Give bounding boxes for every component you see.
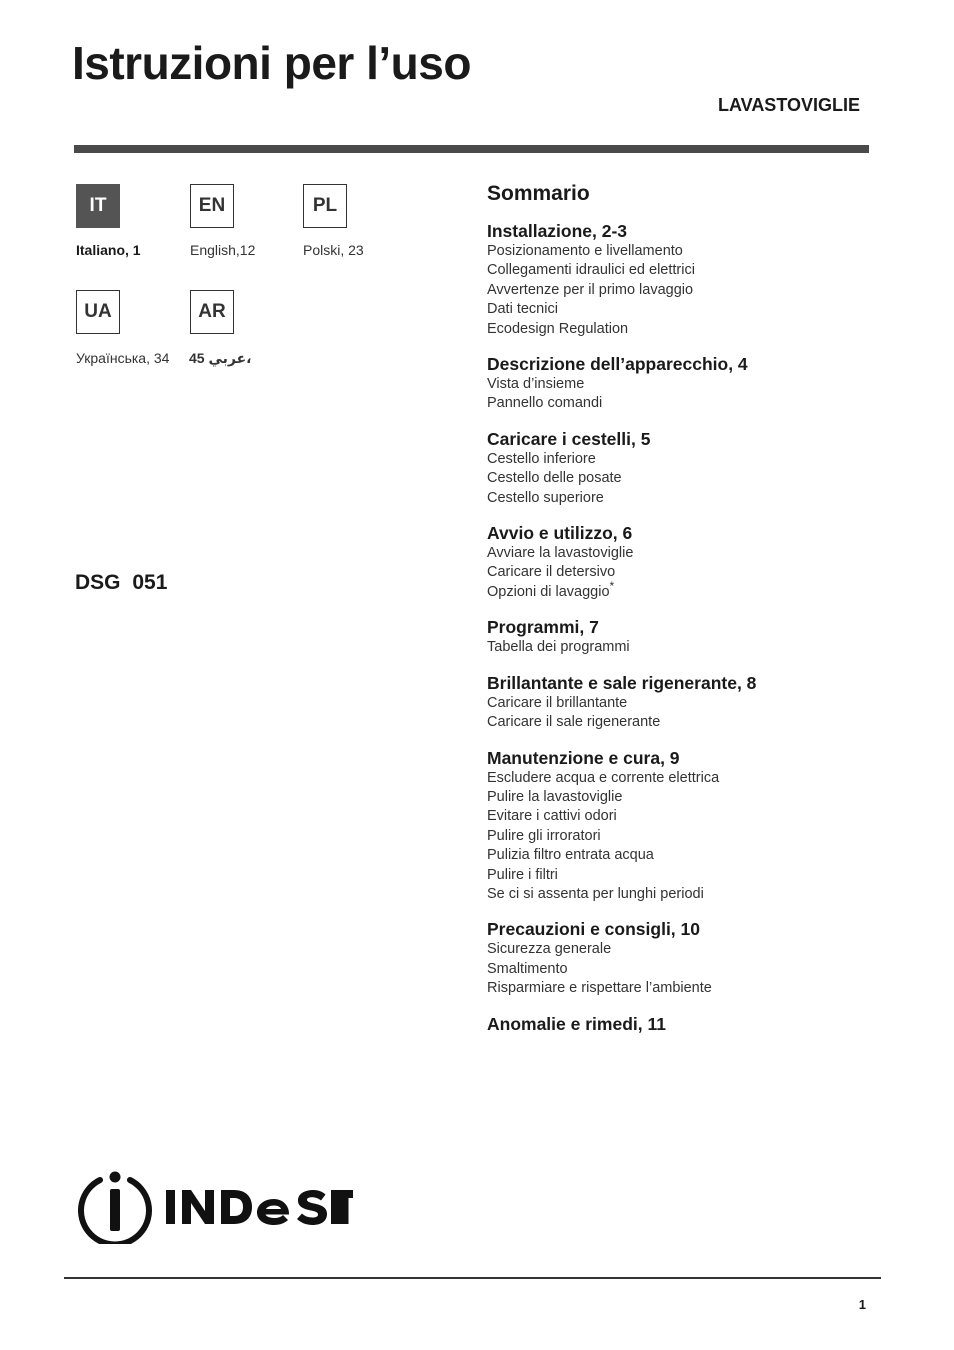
toc-item[interactable]: Vista d’insieme xyxy=(487,376,585,393)
toc-section-title[interactable]: Precauzioni e consigli, 10 xyxy=(487,919,700,940)
toc-section-title[interactable]: Manutenzione e cura, 9 xyxy=(487,747,680,768)
toc-item[interactable]: Pulizia filtro entrata acqua xyxy=(487,847,654,864)
toc-section-title[interactable]: Brillantante e sale rigenerante, 8 xyxy=(487,672,757,693)
toc-item[interactable]: Caricare il brillantante xyxy=(487,694,628,711)
footer-divider xyxy=(64,1277,881,1279)
table-of-contents xyxy=(487,180,887,1049)
toc-item[interactable]: Posizionamento e livellamento xyxy=(487,243,683,259)
toc-section-anomalie xyxy=(487,1013,887,1035)
toc-section-brillantante xyxy=(487,672,887,733)
toc-item[interactable]: Smaltimento xyxy=(487,960,568,977)
toc-section-installazione xyxy=(487,220,887,339)
lang-box-en[interactable]: EN xyxy=(190,184,234,228)
toc-section-title[interactable]: Anomalie e rimedi, 11 xyxy=(487,1013,666,1034)
toc-item[interactable]: Evitare i cattivi odori xyxy=(487,808,617,825)
lang-label-pl[interactable]: Polski, 23 xyxy=(303,242,364,258)
toc-item[interactable]: Opzioni di lavaggio* xyxy=(487,579,615,600)
toc-item[interactable]: Tabella dei programmi xyxy=(487,639,630,656)
toc-item[interactable]: Ecodesign Regulation xyxy=(487,320,629,337)
toc-item[interactable]: Pulire la lavastoviglie xyxy=(487,788,623,805)
model-number: DSG 051 xyxy=(75,571,168,594)
indesit-logo-icon xyxy=(78,1168,353,1244)
toc-item[interactable]: Risparmiare e rispettare l’ambiente xyxy=(487,980,712,997)
toc-section-manutenzione xyxy=(487,747,887,905)
product-type: LAVASTOVIGLIE xyxy=(717,95,860,115)
lang-box-ua[interactable]: UA xyxy=(76,290,120,334)
toc-item[interactable]: Pulire gli irroratori xyxy=(487,827,601,844)
toc-heading: Sommario xyxy=(487,182,590,205)
toc-item[interactable]: Pulire i filtri xyxy=(487,866,558,883)
toc-section-precauzioni xyxy=(487,918,887,998)
toc-item[interactable]: Se ci si assenta per lunghi periodi xyxy=(487,885,704,902)
lang-label-ua[interactable]: Українська, 34 xyxy=(76,350,170,366)
lang-box-it[interactable]: IT xyxy=(76,184,120,228)
toc-section-title[interactable]: Programmi, 7 xyxy=(487,617,599,638)
toc-item[interactable]: Caricare il sale rigenerante xyxy=(487,714,661,731)
toc-section-cestelli xyxy=(487,428,887,508)
toc-item[interactable]: Sicurezza generale xyxy=(487,941,612,958)
toc-section-title[interactable]: Avvio e utilizzo, 6 xyxy=(487,523,633,544)
toc-section-title[interactable]: Installazione, 2-3 xyxy=(487,221,628,241)
toc-item[interactable]: Caricare il detersivo xyxy=(487,564,616,581)
toc-item[interactable]: Avviare la lavastoviglie xyxy=(487,545,634,562)
toc-section-title[interactable]: Descrizione dell’apparecchio, 4 xyxy=(487,354,748,375)
toc-item[interactable]: Collegamenti idraulici ed elettrici xyxy=(487,262,695,279)
footnote-marker: * xyxy=(609,579,615,594)
lang-box-pl[interactable]: PL xyxy=(303,184,347,228)
header-divider xyxy=(74,145,869,153)
toc-section-title[interactable]: Caricare i cestelli, 5 xyxy=(487,428,651,449)
toc-item[interactable]: Cestello delle posate xyxy=(487,470,622,487)
lang-label-ar[interactable]: 45 عربي، xyxy=(189,350,252,366)
toc-item[interactable]: Cestello superiore xyxy=(487,489,604,506)
toc-item[interactable]: Cestello inferiore xyxy=(487,450,596,467)
page-number: 1 xyxy=(858,1297,866,1312)
toc-section-programmi xyxy=(487,616,887,657)
lang-box-ar[interactable]: AR xyxy=(190,290,234,334)
toc-section-avvio xyxy=(487,522,887,602)
toc-section-descrizione xyxy=(487,353,887,414)
toc-item[interactable]: Dati tecnici xyxy=(487,301,558,318)
lang-label-it[interactable]: Italiano, 1 xyxy=(76,242,141,258)
toc-item[interactable]: Pannello comandi xyxy=(487,395,603,412)
document-title: Istruzioni per l’uso xyxy=(72,37,471,89)
toc-item[interactable]: Escludere acqua e corrente elettrica xyxy=(487,769,720,786)
toc-item[interactable]: Avvertenze per il primo lavaggio xyxy=(487,281,694,298)
lang-label-en[interactable]: English,12 xyxy=(190,242,256,258)
